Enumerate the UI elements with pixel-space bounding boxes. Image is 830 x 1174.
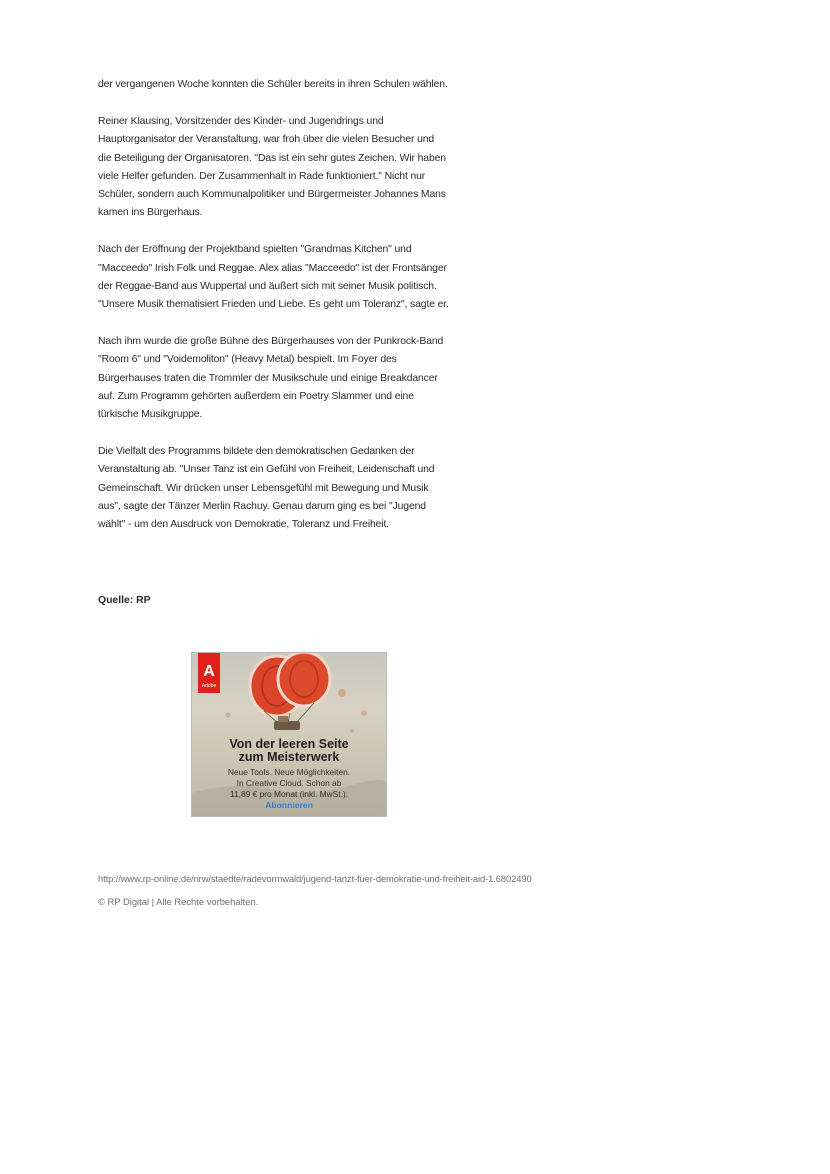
article-body — [98, 76, 450, 553]
adobe-logo-mark: A — [203, 663, 215, 680]
ad-subtext-line-1: Neue Tools. Neue Möglichkeiten. — [227, 767, 351, 777]
ad-subscribe-link[interactable]: Abonnieren — [265, 800, 313, 810]
copyright-notice: © RP Digital | Alle Rechte vorbehalten. — [98, 896, 259, 907]
source-url[interactable]: http://www.rp-online.de/nrw/staedte/radevormwald/jugend-tanzt-fuer-demokratie-und-freiheit-aid-1.6802490 — [98, 873, 532, 884]
ad-text-block — [192, 738, 386, 811]
advertisement-banner[interactable] — [191, 652, 387, 817]
adobe-logo-word: Adobe — [201, 683, 217, 689]
article-paragraph: Die Vielfalt des Programms bildete den demokratischen Gedanken der Veranstaltung ab. "Unser Tanz ist ein Gefühl von Freiheit, Leidenschaft und Gemeinschaft. Wir drücken unser Lebensgefühl mit Bewegung und Musik aus", sagte der Tänzer Merlin Rachuy. Genau darum ging es bei "Jugend wählt" - um den Ausdruck von Demokratie, Toleranz und Freiheit. — [98, 446, 435, 531]
article-source: Quelle: RP — [98, 595, 151, 606]
article-paragraph: Reiner Klausing, Vorsitzender des Kinder- und Jugendrings und Hauptorganisator der Veranstaltung, war froh über die vielen Besucher und die Beteiligung der Organisatoren. "Das ist ein sehr gutes Zeichen. Wir haben viele Helfer gefunden. Der Zusammenhalt in Rade funktioniert." Nicht nur Schüler, sondern auch Kommunalpolitiker und Bürgermeister Johannes Mans kamen ins Bürgerhaus. — [98, 116, 446, 219]
adobe-logo — [198, 653, 220, 693]
article-paragraph: Nach ihm wurde die große Bühne des Bürgerhauses von der Punkrock-Band "Room 6" und "Voidemoliton" (Heavy Metal) bespielt. Im Foyer des Bürgerhauses traten die Trommler der Musikschule und einige Breakdancer auf. Zum Programm gehörten außerdem ein Poetry Slammer und eine türkische Musikgruppe. — [98, 336, 444, 421]
ad-subtext-line-3: 11,89 € pro Monat (inkl. MwSt.). — [229, 789, 349, 799]
article-paragraph: der vergangenen Woche konnten die Schüler bereits in ihren Schulen wählen. — [98, 79, 448, 90]
ad-headline-line-2: zum Meisterwerk — [238, 750, 340, 764]
article-paragraph: Nach der Eröffnung der Projektband spielten "Grandmas Kitchen" und "Macceedo" Irish Folk und Reggae. Alex alias "Macceedo" ist der Frontsänger der Reggae-Band aus Wuppertal und äußert sich mit seiner Musik politisch. "Unsere Musik thematisiert Frieden und Liebe. Es geht um Toleranz", sagte er. — [98, 244, 449, 311]
ad-subtext-line-2: In Creative Cloud. Schon ab — [236, 778, 342, 788]
ad-headline-line-1: Von der leeren Seite — [229, 737, 349, 751]
